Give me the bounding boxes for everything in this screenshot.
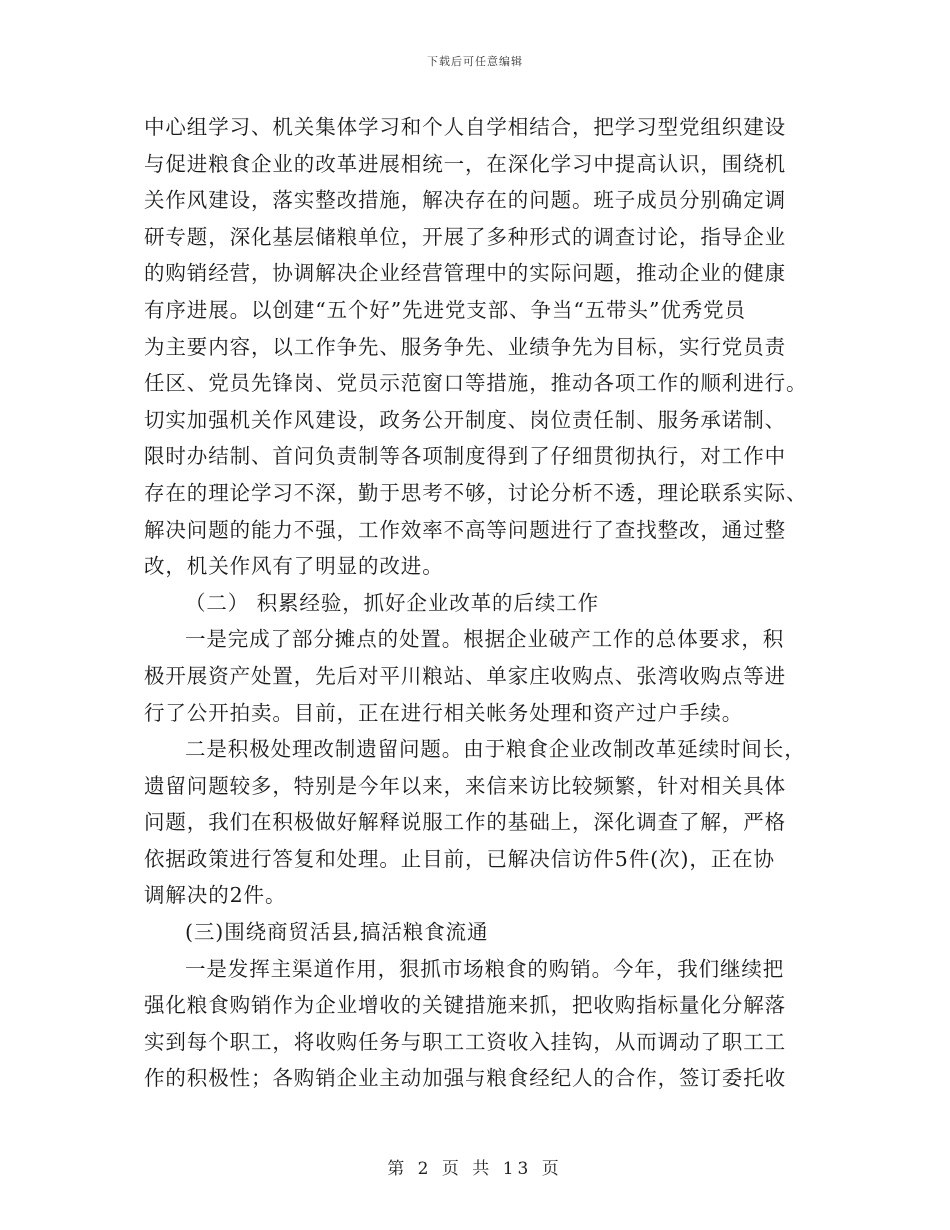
text-line: 有序进展。以创建“五个好”先进党支部、争当“五带头”优秀党员 <box>144 297 746 322</box>
text-line: （二） 积累经验，抓好企业改革的后续工作 <box>185 590 600 615</box>
text-line: 行了公开拍卖。目前，正在进行相关帐务处理和资产过户手续。 <box>144 700 744 725</box>
text-line: 一是完成了部分摊点的处置。根据企业破产工作的总体要求，积 <box>185 627 785 652</box>
text-line: 关作风建设，落实整改措施，解决存在的问题。班子成员分别确定调 <box>144 188 786 213</box>
text-line: 极开展资产处置，先后对平川粮站、单家庄收购点、张湾收购点等进 <box>144 663 786 688</box>
text-line: 中心组学习、机关集体学习和个人自学相结合，把学习型党组织建设 <box>144 115 786 139</box>
text-line: 切实加强机关作风建设，政务公开制度、岗位责任制、服务承诺制、 <box>144 407 786 432</box>
text-line: 解决问题的能力不强，工作效率不高等问题进行了查找整改，通过整 <box>144 517 786 542</box>
text-line: 改，机关作风有了明显的改进。 <box>144 554 444 579</box>
text-line: 强化粮食购销作为企业增收的关键措施来抓，把收购指标量化分解落 <box>144 993 786 1018</box>
text-line: 遗留问题较多，特别是今年以来，来信来访比较频繁，针对相关具体 <box>144 773 786 798</box>
document-body <box>144 112 806 1100</box>
text-line: 为主要内容，以工作争先、服务争先、业绩争先为目标，实行党员责 <box>144 334 786 359</box>
text-line: 二是积极处理改制遗留问题。由于粮食企业改制改革延续时间长， <box>185 737 806 762</box>
text-line: 与促进粮食企业的改革进展相统一，在深化学习中提高认识，围绕机 <box>144 151 786 176</box>
text-line: (三)围绕商贸活县,搞活粮食流通 <box>185 920 489 945</box>
text-line: 研专题，深化基层储粮单位，开展了多种形式的调查讨论，指导企业 <box>144 224 786 249</box>
text-line: 的购销经营，协调解决企业经营管理中的实际问题，推动企业的健康 <box>144 261 786 286</box>
text-line: 调解决的2件。 <box>144 883 287 908</box>
page-header: 下载后可任意编辑 <box>427 55 523 68</box>
text-line: 作的积极性；各购销企业主动加强与粮食经纪人的合作，签订委托收 <box>144 1066 786 1091</box>
text-line: 实到每个职工，将收购任务与职工工资收入挂钩，从而调动了职工工 <box>144 1029 786 1054</box>
text-line: 限时办结制、首问负责制等各项制度得到了仔细贯彻执行，对工作中 <box>144 444 786 469</box>
text-line: 依据政策进行答复和处理。止目前，已解决信访件5件(次)，正在协 <box>144 846 775 871</box>
text-line: 问题，我们在积极做好解释说服工作的基础上，深化调查了解，严格 <box>144 810 786 835</box>
text-line: 任区、党员先锋岗、党员示范窗口等措施，推动各项工作的顺利进行。 <box>144 371 808 396</box>
page-footer: 第 2 页 共 13 页 <box>387 1159 563 1179</box>
text-line: 存在的理论学习不深，勤于思考不够，讨论分析不透，理论联系实际、 <box>144 480 808 505</box>
text-line: 一是发挥主渠道作用，狠抓市场粮食的购销。今年，我们继续把 <box>185 956 785 981</box>
